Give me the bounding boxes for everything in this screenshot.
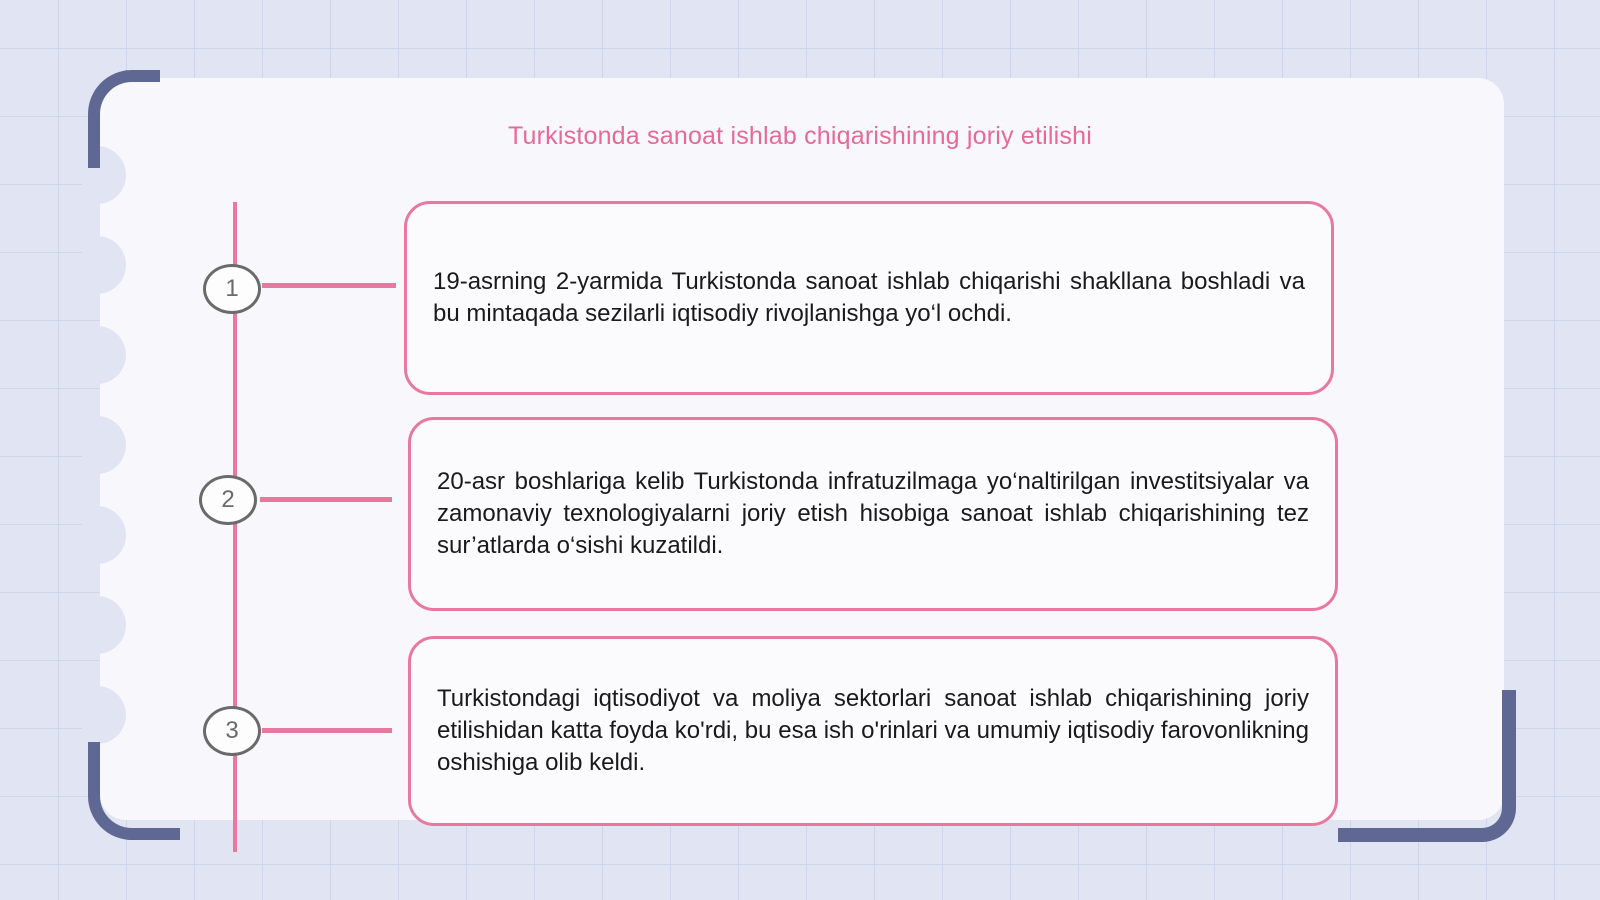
slide-title: Turkistonda sanoat ishlab chiqarishining joriy etilishi (508, 122, 1092, 150)
timeline-card-2 (408, 417, 1338, 611)
timeline-node-2: 2 (199, 475, 257, 525)
timeline-connector (262, 728, 392, 733)
corner-bracket-top-left (88, 70, 160, 168)
corner-bracket-bottom-right (1338, 690, 1516, 842)
timeline-card-text: 19-asrning 2-yarmida Turkistonda sanoat ishlab chiqarishi shakllana boshladi va bu mintaqada sezilarli iqtisodiy rivojlanishga yo‘l ochdi. (433, 268, 1305, 327)
corner-bracket-bottom-left (88, 742, 180, 840)
timeline-card-3 (408, 636, 1338, 826)
timeline-node-3: 3 (203, 706, 261, 756)
timeline-node-1: 1 (203, 264, 261, 314)
timeline-card-text: Turkistondagi iqtisodiyot va moliya sektorlari sanoat ishlab chiqarishining joriy etilishidan katta foyda ko'rdi, bu esa ish o'rinlari va umumiy iqtisodiy farovonlikning oshishiga olib keldi. (437, 685, 1309, 776)
timeline-card-1 (404, 201, 1334, 395)
timeline-connector (262, 283, 396, 288)
timeline-card-text: 20-asr boshlariga kelib Turkistonda infratuzilmaga yo‘naltirilgan investitsiyalar va zamonaviy texnologiyalarni joriy etish hisobiga sanoat ishlab chiqarishining tez sur’atlarda o‘sishi kuzatildi. (437, 468, 1309, 559)
timeline-connector (260, 497, 392, 502)
